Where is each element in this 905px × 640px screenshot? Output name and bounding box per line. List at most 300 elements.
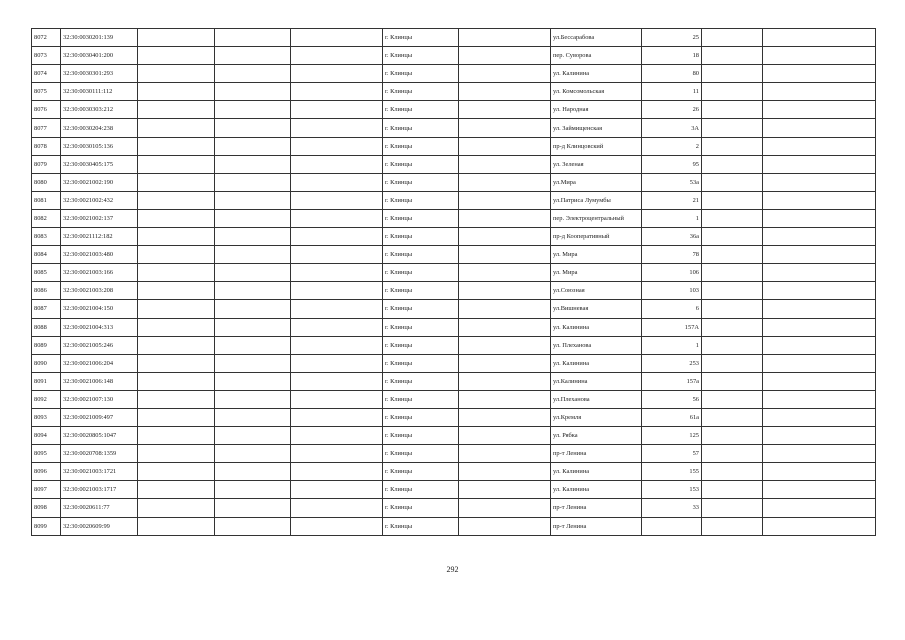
empty-cell bbox=[459, 408, 551, 426]
empty-cell bbox=[702, 517, 763, 535]
empty-cell bbox=[291, 264, 383, 282]
street-cell: ул. Мира bbox=[551, 246, 642, 264]
cadastral-number-cell: 32:30:0021005:246 bbox=[61, 336, 138, 354]
empty-cell bbox=[138, 173, 215, 191]
empty-cell bbox=[702, 390, 763, 408]
empty-cell bbox=[702, 119, 763, 137]
empty-cell bbox=[291, 29, 383, 47]
empty-cell bbox=[763, 499, 876, 517]
table-row bbox=[32, 481, 876, 499]
empty-cell bbox=[215, 463, 291, 481]
row-number-cell: 8082 bbox=[32, 209, 61, 227]
street-cell: ул. Калинина bbox=[551, 318, 642, 336]
empty-cell bbox=[702, 336, 763, 354]
empty-cell bbox=[291, 463, 383, 481]
table-row bbox=[32, 47, 876, 65]
empty-cell bbox=[215, 517, 291, 535]
empty-cell bbox=[702, 173, 763, 191]
row-number-cell: 8083 bbox=[32, 228, 61, 246]
table-row bbox=[32, 246, 876, 264]
empty-cell bbox=[763, 173, 876, 191]
street-cell: ул.Бессарабова bbox=[551, 29, 642, 47]
street-cell: ул.Мира bbox=[551, 173, 642, 191]
table-row bbox=[32, 264, 876, 282]
empty-cell bbox=[702, 463, 763, 481]
empty-cell bbox=[291, 47, 383, 65]
empty-cell bbox=[215, 336, 291, 354]
page-number: 292 bbox=[446, 565, 459, 574]
empty-cell bbox=[763, 29, 876, 47]
empty-cell bbox=[763, 282, 876, 300]
empty-cell bbox=[702, 264, 763, 282]
empty-cell bbox=[702, 445, 763, 463]
city-cell: г. Клинцы bbox=[383, 119, 459, 137]
empty-cell bbox=[702, 191, 763, 209]
empty-cell bbox=[138, 191, 215, 209]
empty-cell bbox=[702, 354, 763, 372]
row-number-cell: 8094 bbox=[32, 427, 61, 445]
row-number-cell: 8099 bbox=[32, 517, 61, 535]
empty-cell bbox=[702, 228, 763, 246]
empty-cell bbox=[763, 209, 876, 227]
city-cell: г. Клинцы bbox=[383, 408, 459, 426]
empty-cell bbox=[702, 481, 763, 499]
empty-cell bbox=[138, 517, 215, 535]
empty-cell bbox=[291, 101, 383, 119]
cadastral-number-cell: 32:30:0021003:1721 bbox=[61, 463, 138, 481]
empty-cell bbox=[459, 228, 551, 246]
city-cell: г. Клинцы bbox=[383, 173, 459, 191]
street-cell: пр-д Клинцовский bbox=[551, 137, 642, 155]
street-cell: ул. Мира bbox=[551, 264, 642, 282]
empty-cell bbox=[459, 318, 551, 336]
city-cell: г. Клинцы bbox=[383, 499, 459, 517]
cadastral-number-cell: 32:30:0030405:175 bbox=[61, 155, 138, 173]
cadastral-number-cell: 32:30:0030201:139 bbox=[61, 29, 138, 47]
house-number-cell: 56 bbox=[642, 390, 702, 408]
table-row bbox=[32, 209, 876, 227]
empty-cell bbox=[702, 209, 763, 227]
table-row bbox=[32, 191, 876, 209]
row-number-cell: 8087 bbox=[32, 300, 61, 318]
row-number-cell: 8081 bbox=[32, 191, 61, 209]
empty-cell bbox=[291, 228, 383, 246]
empty-cell bbox=[138, 65, 215, 83]
empty-cell bbox=[215, 29, 291, 47]
empty-cell bbox=[291, 191, 383, 209]
empty-cell bbox=[763, 101, 876, 119]
street-cell: пр-т Ленина bbox=[551, 517, 642, 535]
empty-cell bbox=[215, 427, 291, 445]
empty-cell bbox=[291, 445, 383, 463]
house-number-cell: 53а bbox=[642, 173, 702, 191]
empty-cell bbox=[459, 390, 551, 408]
street-cell: ул. Зеленая bbox=[551, 155, 642, 173]
empty-cell bbox=[763, 300, 876, 318]
empty-cell bbox=[215, 65, 291, 83]
cadastral-number-cell: 32:30:0020609:99 bbox=[61, 517, 138, 535]
empty-cell bbox=[459, 137, 551, 155]
city-cell: г. Клинцы bbox=[383, 209, 459, 227]
street-cell: ул.Калинина bbox=[551, 372, 642, 390]
house-number-cell: 3А bbox=[642, 119, 702, 137]
empty-cell bbox=[702, 137, 763, 155]
street-cell: ул. Займищенская bbox=[551, 119, 642, 137]
empty-cell bbox=[459, 354, 551, 372]
row-number-cell: 8095 bbox=[32, 445, 61, 463]
table-row bbox=[32, 517, 876, 535]
empty-cell bbox=[138, 445, 215, 463]
empty-cell bbox=[459, 481, 551, 499]
empty-cell bbox=[138, 228, 215, 246]
cadastral-number-cell: 32:30:0021003:166 bbox=[61, 264, 138, 282]
table-row bbox=[32, 83, 876, 101]
empty-cell bbox=[459, 282, 551, 300]
cadastral-number-cell: 32:30:0030111:112 bbox=[61, 83, 138, 101]
table-row bbox=[32, 173, 876, 191]
empty-cell bbox=[215, 481, 291, 499]
cadastral-number-cell: 32:30:0021007:130 bbox=[61, 390, 138, 408]
empty-cell bbox=[291, 390, 383, 408]
registry-table bbox=[31, 28, 876, 536]
empty-cell bbox=[291, 372, 383, 390]
empty-cell bbox=[215, 499, 291, 517]
table-row bbox=[32, 119, 876, 137]
house-number-cell: 253 bbox=[642, 354, 702, 372]
cadastral-number-cell: 32:30:0030204:238 bbox=[61, 119, 138, 137]
cadastral-number-cell: 32:30:0021003:480 bbox=[61, 246, 138, 264]
house-number-cell: 157А bbox=[642, 318, 702, 336]
empty-cell bbox=[459, 119, 551, 137]
house-number-cell: 1 bbox=[642, 209, 702, 227]
empty-cell bbox=[459, 47, 551, 65]
street-cell: ул. Плеханова bbox=[551, 336, 642, 354]
street-cell: пер. Суворова bbox=[551, 47, 642, 65]
street-cell: ул.Патриса Лумумбы bbox=[551, 191, 642, 209]
cadastral-number-cell: 32:30:0020805:1047 bbox=[61, 427, 138, 445]
city-cell: г. Клинцы bbox=[383, 65, 459, 83]
empty-cell bbox=[215, 390, 291, 408]
cadastral-number-cell: 32:30:0021003:208 bbox=[61, 282, 138, 300]
house-number-cell: 26 bbox=[642, 101, 702, 119]
table-row bbox=[32, 155, 876, 173]
street-cell: пр-т Ленина bbox=[551, 445, 642, 463]
empty-cell bbox=[459, 372, 551, 390]
empty-cell bbox=[291, 173, 383, 191]
empty-cell bbox=[702, 47, 763, 65]
city-cell: г. Клинцы bbox=[383, 246, 459, 264]
table-row bbox=[32, 65, 876, 83]
cadastral-number-cell: 32:30:0030301:293 bbox=[61, 65, 138, 83]
row-number-cell: 8091 bbox=[32, 372, 61, 390]
cadastral-number-cell: 32:30:0021112:182 bbox=[61, 228, 138, 246]
city-cell: г. Клинцы bbox=[383, 445, 459, 463]
empty-cell bbox=[138, 499, 215, 517]
empty-cell bbox=[763, 408, 876, 426]
house-number-cell: 6 bbox=[642, 300, 702, 318]
empty-cell bbox=[138, 246, 215, 264]
empty-cell bbox=[459, 209, 551, 227]
table-row bbox=[32, 137, 876, 155]
empty-cell bbox=[215, 228, 291, 246]
city-cell: г. Клинцы bbox=[383, 354, 459, 372]
empty-cell bbox=[459, 517, 551, 535]
empty-cell bbox=[702, 408, 763, 426]
house-number-cell: 25 bbox=[642, 29, 702, 47]
street-cell: пер. Электроцентральный bbox=[551, 209, 642, 227]
house-number-cell: 18 bbox=[642, 47, 702, 65]
empty-cell bbox=[215, 83, 291, 101]
empty-cell bbox=[763, 445, 876, 463]
cadastral-number-cell: 32:30:0030105:136 bbox=[61, 137, 138, 155]
table-row bbox=[32, 372, 876, 390]
street-cell: ул. Калинина bbox=[551, 65, 642, 83]
row-number-cell: 8073 bbox=[32, 47, 61, 65]
table-row bbox=[32, 318, 876, 336]
empty-cell bbox=[138, 264, 215, 282]
city-cell: г. Клинцы bbox=[383, 83, 459, 101]
row-number-cell: 8089 bbox=[32, 336, 61, 354]
city-cell: г. Клинцы bbox=[383, 318, 459, 336]
table-row bbox=[32, 29, 876, 47]
empty-cell bbox=[763, 246, 876, 264]
cadastral-number-cell: 32:30:0021002:137 bbox=[61, 209, 138, 227]
row-number-cell: 8074 bbox=[32, 65, 61, 83]
empty-cell bbox=[215, 191, 291, 209]
city-cell: г. Клинцы bbox=[383, 336, 459, 354]
cadastral-number-cell: 32:30:0030303:212 bbox=[61, 101, 138, 119]
empty-cell bbox=[138, 101, 215, 119]
street-cell: ул. Калинина bbox=[551, 354, 642, 372]
empty-cell bbox=[459, 445, 551, 463]
empty-cell bbox=[291, 83, 383, 101]
row-number-cell: 8097 bbox=[32, 481, 61, 499]
street-cell: ул. Калинина bbox=[551, 463, 642, 481]
empty-cell bbox=[291, 408, 383, 426]
table-row bbox=[32, 499, 876, 517]
empty-cell bbox=[459, 173, 551, 191]
table-row bbox=[32, 390, 876, 408]
row-number-cell: 8085 bbox=[32, 264, 61, 282]
empty-cell bbox=[138, 155, 215, 173]
empty-cell bbox=[215, 300, 291, 318]
empty-cell bbox=[763, 228, 876, 246]
city-cell: г. Клинцы bbox=[383, 300, 459, 318]
empty-cell bbox=[138, 408, 215, 426]
empty-cell bbox=[763, 47, 876, 65]
empty-cell bbox=[702, 282, 763, 300]
empty-cell bbox=[215, 155, 291, 173]
house-number-cell: 1 bbox=[642, 336, 702, 354]
empty-cell bbox=[763, 264, 876, 282]
empty-cell bbox=[138, 336, 215, 354]
street-cell: ул.Союзная bbox=[551, 282, 642, 300]
row-number-cell: 8080 bbox=[32, 173, 61, 191]
street-cell: пр-д Кооперативный bbox=[551, 228, 642, 246]
row-number-cell: 8079 bbox=[32, 155, 61, 173]
cadastral-number-cell: 32:30:0030401:200 bbox=[61, 47, 138, 65]
row-number-cell: 8075 bbox=[32, 83, 61, 101]
row-number-cell: 8096 bbox=[32, 463, 61, 481]
table-row bbox=[32, 336, 876, 354]
empty-cell bbox=[291, 300, 383, 318]
empty-cell bbox=[459, 65, 551, 83]
empty-cell bbox=[702, 65, 763, 83]
empty-cell bbox=[702, 427, 763, 445]
empty-cell bbox=[763, 336, 876, 354]
empty-cell bbox=[702, 300, 763, 318]
house-number-cell: 155 bbox=[642, 463, 702, 481]
empty-cell bbox=[215, 318, 291, 336]
city-cell: г. Клинцы bbox=[383, 191, 459, 209]
empty-cell bbox=[763, 354, 876, 372]
house-number-cell: 106 bbox=[642, 264, 702, 282]
house-number-cell: 125 bbox=[642, 427, 702, 445]
house-number-cell: 33 bbox=[642, 499, 702, 517]
cadastral-number-cell: 32:30:0021006:204 bbox=[61, 354, 138, 372]
empty-cell bbox=[702, 318, 763, 336]
empty-cell bbox=[459, 101, 551, 119]
row-number-cell: 8088 bbox=[32, 318, 61, 336]
empty-cell bbox=[291, 499, 383, 517]
empty-cell bbox=[215, 101, 291, 119]
empty-cell bbox=[763, 463, 876, 481]
house-number-cell: 78 bbox=[642, 246, 702, 264]
row-number-cell: 8093 bbox=[32, 408, 61, 426]
empty-cell bbox=[702, 29, 763, 47]
city-cell: г. Клинцы bbox=[383, 228, 459, 246]
empty-cell bbox=[291, 427, 383, 445]
table-row bbox=[32, 282, 876, 300]
empty-cell bbox=[215, 119, 291, 137]
empty-cell bbox=[138, 481, 215, 499]
house-number-cell: 95 bbox=[642, 155, 702, 173]
row-number-cell: 8092 bbox=[32, 390, 61, 408]
house-number-cell: 157а bbox=[642, 372, 702, 390]
empty-cell bbox=[215, 246, 291, 264]
row-number-cell: 8078 bbox=[32, 137, 61, 155]
empty-cell bbox=[215, 408, 291, 426]
empty-cell bbox=[138, 137, 215, 155]
empty-cell bbox=[763, 372, 876, 390]
empty-cell bbox=[215, 209, 291, 227]
empty-cell bbox=[763, 481, 876, 499]
empty-cell bbox=[138, 83, 215, 101]
empty-cell bbox=[291, 318, 383, 336]
empty-cell bbox=[291, 137, 383, 155]
empty-cell bbox=[138, 318, 215, 336]
empty-cell bbox=[702, 372, 763, 390]
empty-cell bbox=[291, 481, 383, 499]
house-number-cell: 11 bbox=[642, 83, 702, 101]
empty-cell bbox=[291, 209, 383, 227]
city-cell: г. Клинцы bbox=[383, 155, 459, 173]
empty-cell bbox=[138, 282, 215, 300]
empty-cell bbox=[763, 137, 876, 155]
city-cell: г. Клинцы bbox=[383, 47, 459, 65]
house-number-cell: 2 bbox=[642, 137, 702, 155]
house-number-cell: 57 bbox=[642, 445, 702, 463]
empty-cell bbox=[702, 155, 763, 173]
row-number-cell: 8098 bbox=[32, 499, 61, 517]
house-number-cell: 36а bbox=[642, 228, 702, 246]
street-cell: ул.Плеханова bbox=[551, 390, 642, 408]
empty-cell bbox=[702, 499, 763, 517]
city-cell: г. Клинцы bbox=[383, 463, 459, 481]
empty-cell bbox=[138, 427, 215, 445]
table-row bbox=[32, 101, 876, 119]
empty-cell bbox=[459, 83, 551, 101]
empty-cell bbox=[459, 427, 551, 445]
table-row bbox=[32, 408, 876, 426]
street-cell: ул. Комсомольская bbox=[551, 83, 642, 101]
city-cell: г. Клинцы bbox=[383, 137, 459, 155]
empty-cell bbox=[459, 300, 551, 318]
row-number-cell: 8076 bbox=[32, 101, 61, 119]
city-cell: г. Клинцы bbox=[383, 427, 459, 445]
empty-cell bbox=[291, 282, 383, 300]
empty-cell bbox=[138, 29, 215, 47]
empty-cell bbox=[138, 354, 215, 372]
street-cell: ул. Народная bbox=[551, 101, 642, 119]
row-number-cell: 8086 bbox=[32, 282, 61, 300]
city-cell: г. Клинцы bbox=[383, 282, 459, 300]
cadastral-number-cell: 32:30:0021002:432 bbox=[61, 191, 138, 209]
city-cell: г. Клинцы bbox=[383, 517, 459, 535]
city-cell: г. Клинцы bbox=[383, 390, 459, 408]
empty-cell bbox=[138, 47, 215, 65]
cadastral-number-cell: 32:30:0020611:77 bbox=[61, 499, 138, 517]
cadastral-number-cell: 32:30:0020708:1359 bbox=[61, 445, 138, 463]
empty-cell bbox=[291, 65, 383, 83]
street-cell: ул. Калинина bbox=[551, 481, 642, 499]
city-cell: г. Клинцы bbox=[383, 29, 459, 47]
table-row bbox=[32, 427, 876, 445]
city-cell: г. Клинцы bbox=[383, 372, 459, 390]
empty-cell bbox=[215, 282, 291, 300]
house-number-cell: 21 bbox=[642, 191, 702, 209]
empty-cell bbox=[459, 246, 551, 264]
table-row bbox=[32, 354, 876, 372]
empty-cell bbox=[763, 155, 876, 173]
house-number-cell: 153 bbox=[642, 481, 702, 499]
empty-cell bbox=[763, 517, 876, 535]
row-number-cell: 8084 bbox=[32, 246, 61, 264]
table-row bbox=[32, 228, 876, 246]
city-cell: г. Клинцы bbox=[383, 264, 459, 282]
cadastral-number-cell: 32:30:0021006:148 bbox=[61, 372, 138, 390]
empty-cell bbox=[215, 137, 291, 155]
street-cell: ул.Кремля bbox=[551, 408, 642, 426]
empty-cell bbox=[763, 318, 876, 336]
house-number-cell bbox=[642, 517, 702, 535]
empty-cell bbox=[702, 246, 763, 264]
empty-cell bbox=[138, 300, 215, 318]
table-row bbox=[32, 463, 876, 481]
empty-cell bbox=[763, 65, 876, 83]
cadastral-number-cell: 32:30:0021004:150 bbox=[61, 300, 138, 318]
empty-cell bbox=[215, 354, 291, 372]
empty-cell bbox=[459, 29, 551, 47]
empty-cell bbox=[763, 83, 876, 101]
cadastral-number-cell: 32:30:0021003:1717 bbox=[61, 481, 138, 499]
empty-cell bbox=[138, 119, 215, 137]
table-body bbox=[32, 29, 876, 536]
table-row bbox=[32, 300, 876, 318]
empty-cell bbox=[291, 246, 383, 264]
house-number-cell: 103 bbox=[642, 282, 702, 300]
empty-cell bbox=[215, 47, 291, 65]
